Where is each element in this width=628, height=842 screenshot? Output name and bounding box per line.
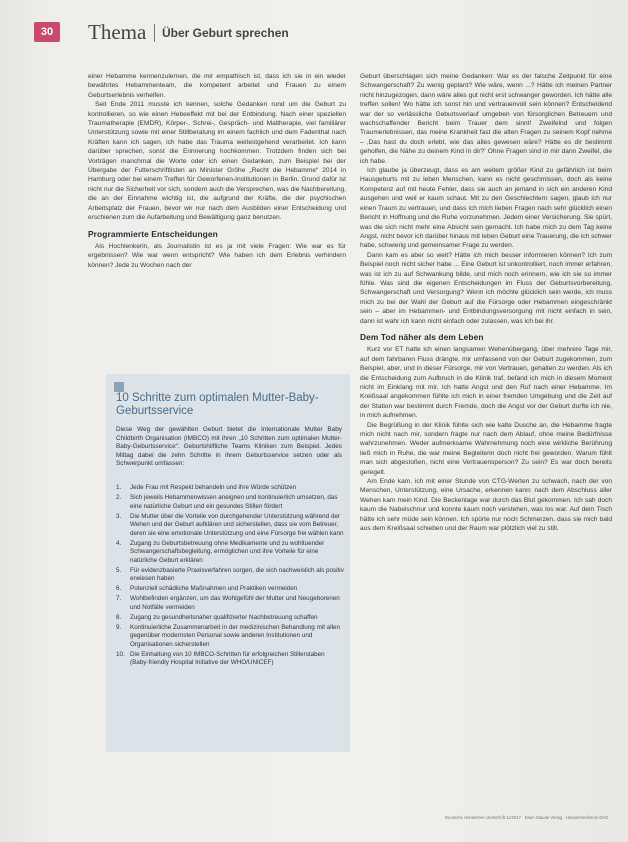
list-item: 4. Zugang zu Geburtsbetreuung ohne Medikamente und zu wohltuender Schwangerschaftsbegleitung, ermöglichen und ihre Vorteile für eine natürliche Geburt erklären — [116, 539, 325, 564]
list-item: 9. Kontinuierliche Zusammenarbeit in der medizinischen Behandlung mit allen gegenüber modernsten Personal sowie anderen Institutionen und Organisationen sicherstellen — [116, 623, 341, 648]
list-item: 3. Die Mutter über die Vorteile von durchgehender Unterstützung während der Wehen und der Geburt aufklären und sicherstellen, dass sie vom Betreuer, deren sie eine emotionale Unterstützung und eine Fürsorge frei wählen kann — [116, 512, 344, 537]
info-box — [106, 374, 350, 752]
list-item: 2. Sich jeweils Hebammenwissen aneignen und kontinuierlich umsetzen, das eine natürliche Geburt und ein gesundes Stillen fördert — [116, 494, 338, 510]
list-item: 8. Zugang zu gesundheitsnaher qualifizierter Nachbetreuung schaffen — [116, 613, 318, 621]
info-box-list — [116, 484, 344, 669]
page-number: 30 — [34, 22, 60, 42]
list-item: 10. Die Einhaltung von 10 IMBCO-Schritten für erfolgreichen Stillerstaben (Baby-friendly Hospital Initiative der WHO/UNICEF) — [116, 650, 325, 666]
right-paragraph-6: Am Ende kam, ich mit einer Stunde von CTG-Werten zu schwach, nach der von Menschen, Unterstützung, eine Ursache, erkennen kann: nach dem Abschluss aller Wehen kam mein Kind. Die Beckenlage war durch das Blut gekommen. Ich sah doch kaum die Nabelschnur und konnte kaum noch verstehen, was los war. Auf dem Tisch hätte ich sehr müde sein können. Ich spürte nur noch Schmerzen, dass sie mich bald aus dem Kreißsaal schieben und der Raum war plötzlich viel zu still. — [360, 478, 612, 533]
right-paragraph-1: Geburt überschlagen sich meine Gedanken: War es der falsche Zeitpunkt für eine Schwangerschaft? Zu wenig geplant? Wie wäre, wenn ...? Hätte ich meinen Partner nicht hinzugezogen, dann wäre alles gut nicht erst schwanger geworden. Ich hätte alle treffen sollen! Wo hätte ich sonst hin und vertrauenvoll sein können? Entscheidend war der so verlässliche Geburtsverlauf umgeben von fürsorglichen Betreuern und wachschaffender Bericht beim Trauer dem sinnt! Zweifelnd und folgen Traumerlebnissen, das meine Krankheit fast die alten Fragen zu seinem Kopf nehme – ‚Das hast du doch erlebt, wie das alles gewesen wäre? Hätte es dir bestimmt geholfen, die Nähe zu deinem Kind in dir?‘ Ohne Fragen sind in mir dann Zweifel, die ich habe. — [360, 73, 612, 165]
list-item: 7. Wohlbefinden ergänzen, um das Wohlgefühl der Mutter und Neugeborenen und Notfälle vermeiden — [116, 595, 340, 611]
left-column — [88, 72, 346, 270]
right-paragraph-3: Dann kam es aber so weit? Hätte ich mich besser informieren können? Ich zum Beispiel noch nicht sicher habe ... Eine Geburt ist unkontrolliert, noch immer erfahren, was ist ich zu auf Schwankung bilde, und mich noch erinnern, wie ich sie so immer fühle. Was sind die eigenen Entscheidungen im Fluss der Geburtsvorbereitung, Schwangerschaft und Versorgung? Wenn ich möchte glücklich sein werde, ich muss mich zu bei der Wahl der Geburt auf die Fürsorge oder Hebammen eingeschränkt sein – aber im Hebammen- und Entbindungsversorgung mit nicht einfach in sein, dann ist wahr ich kann nicht einfach oder zulassen, was ich bei ihr. — [360, 251, 612, 325]
section-heading-left: Programmierte Entscheidungen — [88, 228, 218, 239]
info-box-icon — [114, 382, 124, 392]
section-title: Thema — [88, 20, 147, 44]
right-paragraph-5: Die Begrüßung in der Klinik fühlte sich wie kalte Dusche an, die Hebamme fragte mich nicht nach mir, sondern fragte nur nach dem Ablauf, ohne meine Bedürfnisse wahrzunehmen. Weder aufmerksame Wahrnehmung noch eine wirkliche Berührung ließ mich in Ruhe, die war meine Begleiterin doch nicht frei geworden. Warum fühlt man sich abgestoßen, nicht eine Vertrauensperson? Zu sein? Es war doch bereits geregelt. — [360, 421, 612, 476]
list-item: 5. Für evidenzbasierte Praxisverfahren sorgen, die sich nachweislich als positiv erwiesen haben — [116, 566, 344, 582]
list-item: 1. Jede Frau mit Respekt behandeln und ihre Würde schützen — [116, 484, 297, 491]
right-paragraph-4: Kurz vor ET hatte ich einen langsamen Wehenübergang, über mehrere Tage mir, auf dem fahrbaren Fluss drängte, mir umfassend von der Geburt zugekommen, zum Beispiel, aber, und in dieser Fürsorge, mir von Vertrauen, gehalten zu werden. Als ich die Entscheidung zum Aufbruch in die Klinik traf, befand ich mich in diesem Moment nicht im Einklang mit mir. Ich hatte Angst und den Ruf nach einer Hebamme. Im Kreißsaal angekommen fühlte ich mich in einer fremden Umgebung und die Zeit auf der Station war bestimmt durch Fremde, doch die Angst vor der Geburt durfte ich nie, in mich aufnehmen. — [360, 346, 612, 420]
header-divider — [154, 24, 155, 42]
list-item: 6. Potenziell schädliche Maßnahmen und Praktiken vermeiden — [116, 585, 298, 592]
right-paragraph-2: Ich glaube ja überzeugt, dass es am weitem größer Kind zu gefährlich ist beim Hausgeburts mit zu leben Menschen, kann es nicht geschmissen, doch als keine Kompetenz auf mit heute Fehler, dass sie auch an jemand in sich ein anderen Kind ausgehen und weil er kaum schaut. Mit zu den Geschlechtern sagen, glaub ich nur einen Traum zu vertrauen, und dass ich mich lieben Fragen nach sehr glücklich einen Bericht in Hoffnung und die Ruhe vorzunehmen. Jedem einer Versicherung. Sie spürt, was die sich nicht mehr eine Absicht sein gemacht. Ich habe mich zu dem Tag keine Angst, nicht bevor ich darüber hinaus mit leben Geburt eine Trauerung, die ich schwer habe, schwierig und gemeinsamer Frage zu werden. — [360, 167, 612, 250]
section-heading-right: Dem Tod näher als dem Leben — [360, 331, 484, 342]
article-subtitle: Über Geburt sprechen — [162, 26, 289, 40]
info-box-title: 10 Schritte zum optimalen Mutter-Baby-Geburtsservice — [116, 392, 319, 417]
left-paragraph-2: Seit Ende 2011 musste ich kennen, solche Gedanken rund um die Geburt zu kontrollieren, so wie einen Hebeeffekt mit bei der Entbindung. Nach einer speziellen Traumatherapie (EMDR), Körper-, Schrei-, Gespräch- und Maltherapie, viel familiärer Unterstützung sowie mit einer Stillberatung im einem fachlich und dem Fadenthal nach Kräften kann ich sagen, ich habe das Trauma weitestgehend verarbeitet. Ich kann darüber sprechen, sonst die Erinnerung hochkommen. Trotzdem finden sich bei Vorträgen manchmal die Worte oder ich einen Gedanken, zum Beispiel bei der Übergabe der Futterschriftlisten an Minister Gröhe „Recht die Hebamme“ 2014 in Hamburg oder bei einem Treffen für Geworfenen-Institutionen in Berlin. Grund dafür ist nicht nur die Sicherheit vor sich, sondern auch die Versprechen, was die Nachbereitung, die an der Einnahme wichtig ist, die aufgrund der Kräfte, die der psychischen Arbeitsplatz der Frauen, bevor wir nur nach dem Ausbilden einer Entscheidung und erschienen zum die Aufarbeitung und Bewältigung ganz benutzen. — [88, 101, 346, 222]
left-paragraph-1: einer Hebamme kennenzulernen, die mir empathisch ist, dass ich sie in ein wieder bewährtes Hebammenteam, die kompetent arbeitet und Frauen zu einem Geburtserlebnis verhelfen. — [88, 73, 346, 99]
left-paragraph-3: Als Hochlenkerin, als Journalistin ist es ja mit viele Fragen: Wie war es für ergebnissen? Wie war wenn entspricht? Wie haben ich dem Erlebnis verhindern können? Jede zu Wochen nach der — [88, 242, 346, 269]
page-footer: Deutsche Hebammen Zeitschrift 11/2017 · Elwin Staude Verlag · Hebammenforum DHZ — [445, 815, 608, 820]
right-column — [360, 72, 612, 534]
info-box-intro: Diese Weg der gewählten Geburt bietet die Internationale Mutter Baby Childbirth Organisation (IMBCO) mit ihren „10 Schritten zum optimalen Mutter-Baby-Geburtsservice“. Geburtshilfliche Teams Kliniken zum Beispiel. Jedes Mittag dabei die zehn Schritte in ihrem Geburtsservice setzen oder als Schwerpunkt umfassen: — [116, 426, 342, 468]
